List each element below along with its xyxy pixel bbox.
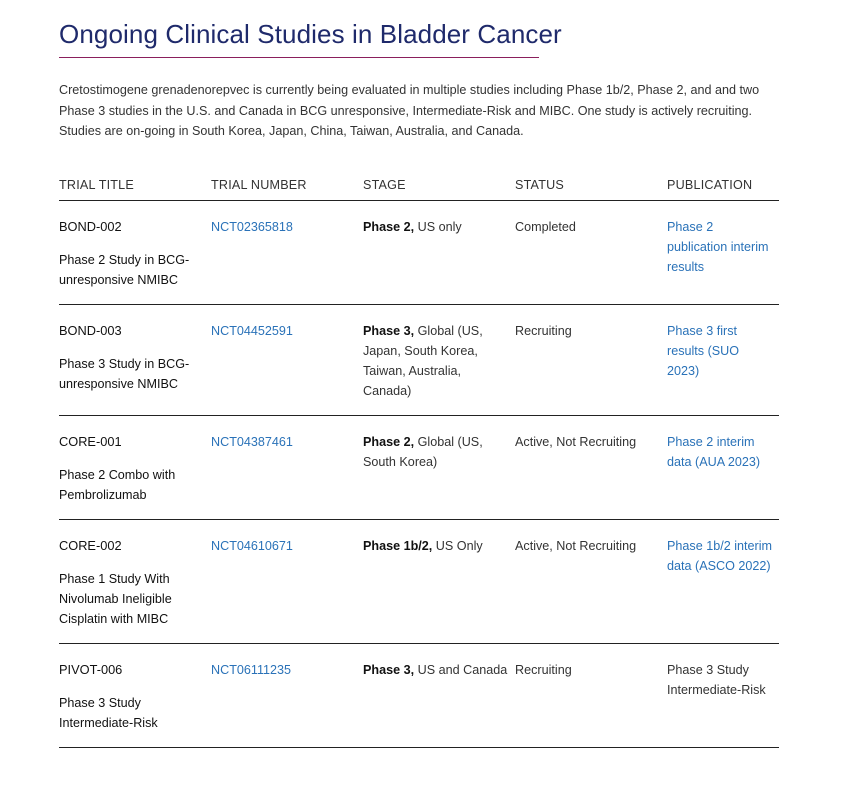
trial-study: Phase 3 Study Intermediate-Risk bbox=[59, 696, 158, 730]
trial-number-link[interactable]: NCT04387461 bbox=[211, 435, 293, 449]
intro-paragraph: Cretostimogene grenadenorepvec is currently being evaluated in multiple studies including Phase 1b/2, Phase 2, and and two Phase 3 studies in the U.S. and Canada in BCG unresponsive, Intermediate-Risk and MIBC. One study is actively recruiting. Studies are on-going in South Korea, Japan, China, Taiwan, Australia, and Canada. bbox=[59, 83, 760, 138]
stage-detail: Global (US, South Korea) bbox=[363, 435, 483, 469]
cell-publication bbox=[667, 520, 779, 644]
header-trial-number: TRIAL NUMBER bbox=[211, 176, 363, 201]
cell-stage bbox=[363, 305, 515, 416]
cell-publication bbox=[667, 201, 779, 305]
trial-code: BOND-002 bbox=[59, 219, 122, 234]
trial-status: Active, Not Recruiting bbox=[515, 539, 637, 553]
trial-code: PIVOT-006 bbox=[59, 662, 123, 677]
stage-phase: Phase 3, bbox=[363, 324, 415, 338]
publication-link[interactable]: Phase 2 interim data (AUA 2023) bbox=[667, 435, 761, 469]
cell-trial-title bbox=[59, 305, 211, 416]
cell-status bbox=[515, 305, 667, 416]
trial-status: Recruiting bbox=[515, 663, 572, 677]
cell-status bbox=[515, 520, 667, 644]
header-publication: PUBLICATION bbox=[667, 176, 779, 201]
header-stage: STAGE bbox=[363, 176, 515, 201]
stage-detail: US Only bbox=[432, 539, 483, 553]
publication-link[interactable]: Phase 3 first results (SUO 2023) bbox=[667, 324, 740, 378]
title-underline bbox=[59, 57, 539, 58]
table-row bbox=[59, 305, 779, 416]
trial-status: Completed bbox=[515, 220, 576, 234]
trial-number-link[interactable]: NCT04452591 bbox=[211, 324, 293, 338]
cell-stage bbox=[363, 201, 515, 305]
page-title: Ongoing Clinical Studies in Bladder Cancer bbox=[59, 19, 562, 49]
cell-trial-number bbox=[211, 644, 363, 748]
trial-number-link[interactable]: NCT04610671 bbox=[211, 539, 293, 553]
table-header-row bbox=[59, 176, 779, 201]
trial-code: BOND-003 bbox=[59, 323, 122, 338]
stage-phase: Phase 2, bbox=[363, 435, 415, 449]
publication-link[interactable]: Phase 2 publication interim results bbox=[667, 220, 769, 274]
table-row bbox=[59, 520, 779, 644]
cell-stage bbox=[363, 644, 515, 748]
table-row bbox=[59, 644, 779, 748]
cell-trial-title bbox=[59, 201, 211, 305]
table-row bbox=[59, 416, 779, 520]
cell-status bbox=[515, 416, 667, 520]
header-status: STATUS bbox=[515, 176, 667, 201]
cell-status bbox=[515, 201, 667, 305]
trial-study: Phase 2 Combo with Pembrolizumab bbox=[59, 468, 176, 502]
trial-code: CORE-001 bbox=[59, 434, 122, 449]
stage-detail: US only bbox=[414, 220, 462, 234]
cell-trial-number bbox=[211, 201, 363, 305]
stage-phase: Phase 1b/2, bbox=[363, 539, 433, 553]
cell-trial-number bbox=[211, 520, 363, 644]
trial-number-link[interactable]: NCT06111235 bbox=[211, 663, 292, 677]
stage-phase: Phase 2, bbox=[363, 220, 415, 234]
trial-study: Phase 2 Study in BCG-unresponsive NMIBC bbox=[59, 253, 190, 287]
trial-study: Phase 3 Study in BCG-unresponsive NMIBC bbox=[59, 357, 190, 391]
trial-status: Recruiting bbox=[515, 324, 572, 338]
cell-stage bbox=[363, 520, 515, 644]
stage-detail: Global (US, Japan, South Korea, Taiwan, Australia, Canada) bbox=[363, 324, 483, 398]
publication-text: Phase 3 Study Intermediate-Risk bbox=[667, 663, 766, 697]
trial-code: CORE-002 bbox=[59, 538, 122, 553]
cell-trial-title bbox=[59, 644, 211, 748]
stage-phase: Phase 3, bbox=[363, 663, 415, 677]
table-row bbox=[59, 201, 779, 305]
publication-link[interactable]: Phase 1b/2 interim data (ASCO 2022) bbox=[667, 539, 773, 573]
cell-trial-title bbox=[59, 520, 211, 644]
cell-publication bbox=[667, 305, 779, 416]
cell-status bbox=[515, 644, 667, 748]
stage-detail: US and Canada bbox=[414, 663, 508, 677]
cell-trial-number bbox=[211, 305, 363, 416]
cell-trial-title bbox=[59, 416, 211, 520]
trial-study: Phase 1 Study With Nivolumab Ineligible Cisplatin with MIBC bbox=[59, 572, 172, 626]
cell-publication bbox=[667, 644, 779, 748]
trial-number-link[interactable]: NCT02365818 bbox=[211, 220, 293, 234]
cell-trial-number bbox=[211, 416, 363, 520]
cell-publication bbox=[667, 416, 779, 520]
cell-stage bbox=[363, 416, 515, 520]
header-trial-title: TRIAL TITLE bbox=[59, 176, 211, 201]
trials-table bbox=[59, 176, 779, 748]
trial-status: Active, Not Recruiting bbox=[515, 435, 637, 449]
